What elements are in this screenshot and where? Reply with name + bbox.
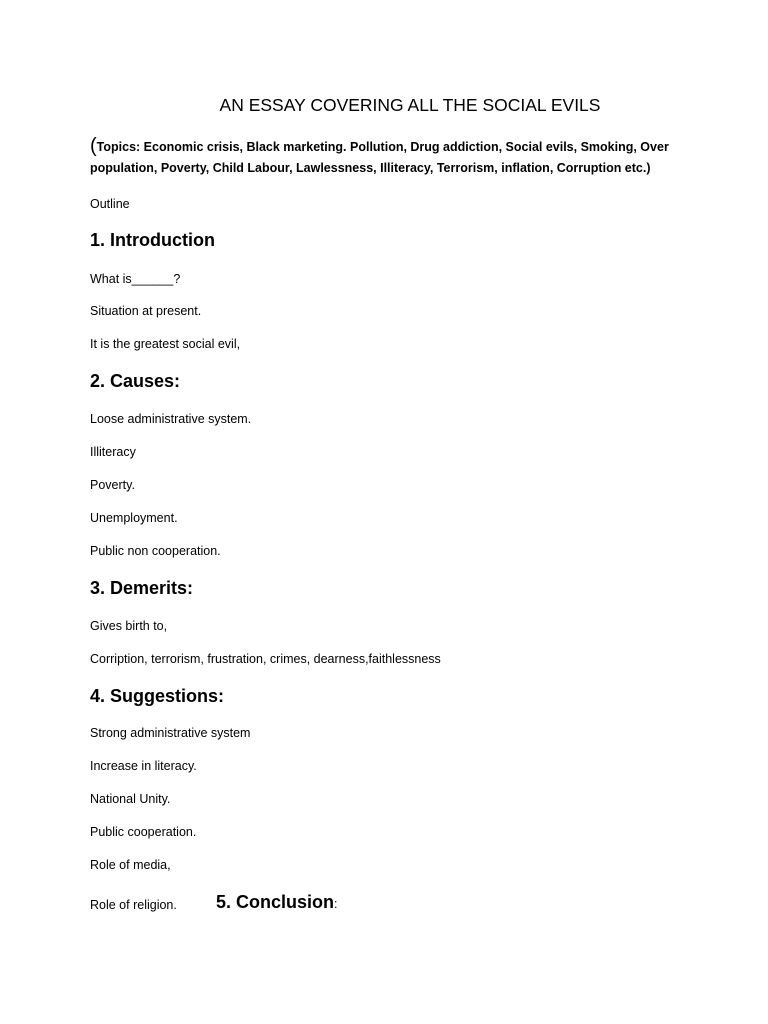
suggestions-item: Strong administrative system (90, 726, 251, 740)
causes-item: Illiteracy (90, 445, 136, 459)
introduction-item: It is the greatest social evil, (90, 337, 241, 351)
conclusion-heading-text: 5. Conclusion (216, 892, 335, 912)
section-heading-demerits: 3. Demerits: (90, 578, 194, 598)
suggestions-item: National Unity. (90, 792, 171, 806)
demerits-item: Corription, terrorism, frustration, crimes, dearness,faithlessness (90, 652, 441, 666)
introduction-item: What is______? (90, 272, 181, 286)
causes-item: Unemployment. (90, 511, 178, 525)
section-heading-conclusion (216, 892, 338, 913)
topics-open-paren: ( (90, 135, 97, 157)
section-heading-causes: 2. Causes: (90, 371, 181, 391)
causes-item: Loose administrative system. (90, 412, 252, 426)
causes-item: Poverty. (90, 478, 135, 492)
outline-label: Outline (90, 197, 130, 211)
document-title: AN ESSAY COVERING ALL THE SOCIAL EVILS (219, 95, 601, 115)
introduction-item: Situation at present. (90, 304, 202, 318)
topics-text: Topics: Economic crisis, Black marketing. Pollution, Drug addiction, Social evils, Smoking, Over population, Poverty, Child Labour, Lawlessness, Illiteracy, Terrorism, inflation, Corruption etc.) (90, 140, 669, 175)
suggestions-item: Role of religion. (90, 898, 177, 912)
topics-paragraph (90, 136, 670, 179)
suggestions-item: Role of media, (90, 858, 171, 872)
demerits-item: Gives birth to, (90, 619, 168, 633)
suggestions-item: Public cooperation. (90, 825, 197, 839)
section-heading-suggestions: 4. Suggestions: (90, 686, 225, 706)
suggestions-item: Increase in literacy. (90, 759, 197, 773)
causes-item: Public non cooperation. (90, 544, 221, 558)
conclusion-colon: : (334, 897, 338, 911)
section-heading-introduction: 1. Introduction (90, 230, 215, 250)
